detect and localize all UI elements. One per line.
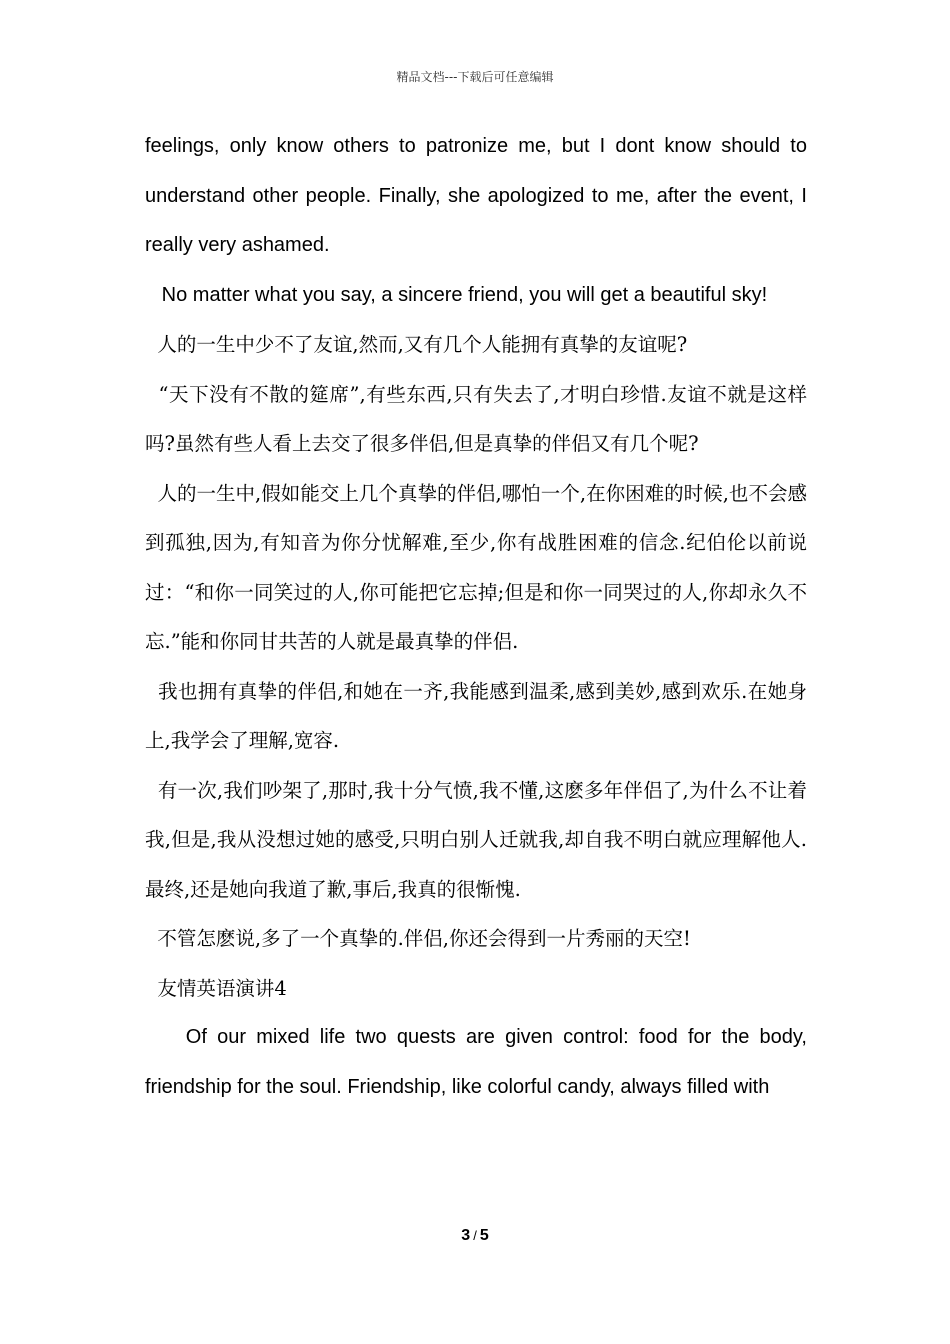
page-separator: / [473, 1228, 477, 1243]
paragraph-text: Of our mixed life two quests are given control: food for the body, friendship for the soul. Friendship, like colorful candy, always filled with [145, 1026, 807, 1098]
paragraph-indent [145, 482, 157, 505]
paragraph-6 [145, 667, 807, 766]
document-body [145, 122, 807, 1112]
paragraph-indent [145, 977, 157, 1000]
paragraph-4 [145, 370, 807, 469]
paragraph-text: feelings, only know others to patronize me, but I dont know should to understand other people. Finally, she apologized to me, after the event, I really very ashamed. [145, 135, 807, 256]
page-current: 3 [461, 1227, 471, 1244]
paragraph-8 [145, 914, 807, 964]
paragraph-1 [145, 122, 807, 271]
paragraph-text: 不管怎麽说,多了一个真挚的.伴侣,你还会得到一片秀丽的天空! [157, 927, 691, 950]
paragraph-indent [145, 927, 157, 950]
paragraph-text: No matter what you say, a sincere friend, you will get a beautiful sky! [161, 283, 768, 306]
paragraph-5 [145, 469, 807, 667]
paragraph-indent [145, 383, 159, 406]
paragraph-text: “天下没有不散的筵席”,有些东西,只有失去了,才明白珍惜.友谊不就是这样吗?虽然有些人看上去交了很多伴侣,但是真挚的伴侣又有几个呢? [145, 382, 808, 455]
paragraph-text: 有一次,我们吵架了,那时,我十分气愤,我不懂,这麽多年伴侣了,为什么不让着我,但是,我从没想过她的感受,只明白别人迁就我,却自我不明白就应理解他人.最终,还是她向我道了歉,事后,我真的很惭愧. [145, 778, 807, 901]
paragraph-text: 友情英语演讲4 [157, 976, 287, 1000]
paragraph-indent [145, 779, 158, 802]
paragraph-indent [145, 333, 157, 356]
page-total: 5 [479, 1227, 489, 1244]
section-heading [145, 964, 807, 1014]
paragraph-indent [145, 680, 158, 703]
paragraph-text: 人的一生中,假如能交上几个真挚的伴侣,哪怕一个,在你困难的时候,也不会感到孤独,因为,有知音为你分忧解难,至少,你有战胜困难的信念.纪伯伦以前说过：“和你一同笑过的人,你可能把它忘掉;但是和你一同哭过的人,你却永久不忘.”能和你同甘共苦的人就是最真挚的伴侣. [145, 481, 808, 653]
paragraph-3 [145, 320, 807, 370]
paragraph-2 [145, 271, 807, 321]
paragraph-text: 我也拥有真挚的伴侣,和她在一齐,我能感到温柔,感到美妙,感到欢乐.在她身上,我学会了理解,宽容. [145, 679, 807, 752]
paragraph-indent [145, 1026, 186, 1048]
paragraph-10 [145, 1013, 807, 1112]
page-header: 精品文档---下载后可任意编辑 [396, 70, 554, 84]
page-number [0, 1227, 950, 1245]
paragraph-7 [145, 766, 807, 915]
paragraph-indent [145, 284, 162, 306]
paragraph-text: 人的一生中少不了友谊,然而,又有几个人能拥有真挚的友谊呢? [157, 333, 688, 356]
